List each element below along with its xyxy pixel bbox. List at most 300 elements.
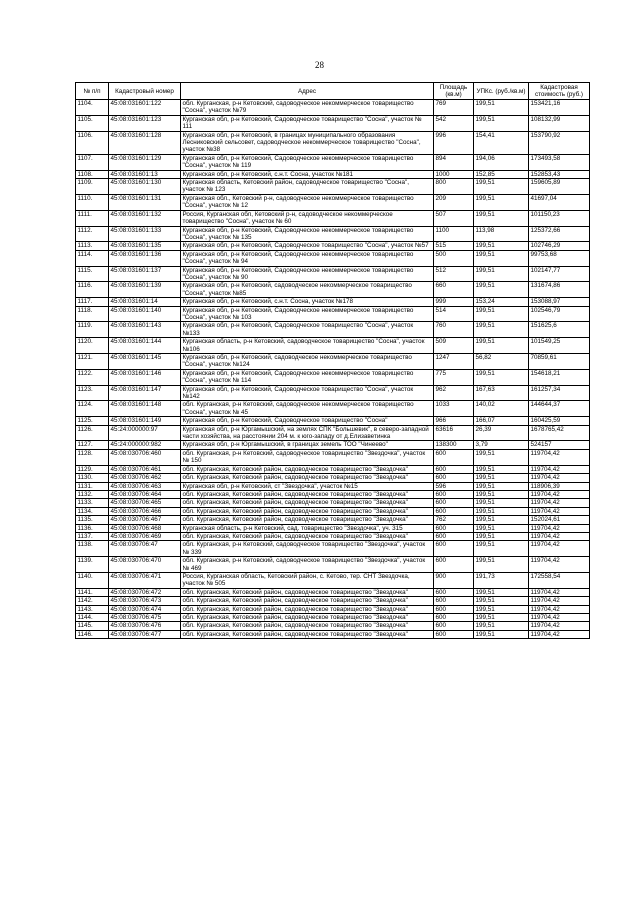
- cell-area: 996: [434, 131, 474, 154]
- cell-number: 1137.: [76, 532, 109, 540]
- cell-area: 1000: [434, 170, 474, 178]
- cell-cadastral-number: 45:08:030706:471: [109, 572, 181, 588]
- cell-number: 1120.: [76, 338, 109, 354]
- cell-area: 209: [434, 194, 474, 210]
- cell-area: 600: [434, 614, 474, 622]
- cell-area: 962: [434, 385, 474, 401]
- cell-upks: 199,51: [474, 242, 529, 250]
- cell-area: 1033: [434, 401, 474, 417]
- page-number: 28: [315, 60, 324, 70]
- cell-address: Курганская обл, р-н Кетовский, садоводческое некоммерческое товарищество "Сосна", участок №85: [181, 282, 434, 298]
- cell-upks: 199,51: [474, 490, 529, 498]
- cell-cadastral-number: 45:08:030706:470: [109, 557, 181, 573]
- table-row: [76, 524, 590, 532]
- cell-area: 515: [434, 242, 474, 250]
- table-row: [76, 179, 590, 195]
- cell-upks: 199,51: [474, 541, 529, 557]
- cell-cadastral-value: 119704,42: [529, 449, 590, 465]
- cell-upks: 199,51: [474, 524, 529, 532]
- cell-cadastral-value: 152024,61: [529, 516, 590, 524]
- cell-number: 1146.: [76, 630, 109, 638]
- cell-upks: 199,51: [474, 465, 529, 473]
- table-row: [76, 622, 590, 630]
- cell-address: Курганская область, р-н Кетовский, сад. товарищество "Звездочка", уч. 315: [181, 524, 434, 532]
- table-row: [76, 532, 590, 540]
- cell-number: 1136.: [76, 524, 109, 532]
- cell-cadastral-value: 1678765,42: [529, 425, 590, 441]
- cell-number: 1133.: [76, 499, 109, 507]
- cell-cadastral-value: 160425,59: [529, 417, 590, 425]
- cell-cadastral-number: 45:08:031601:129: [109, 154, 181, 170]
- cell-address: Курганская обл, р-н Кетовский, ст "Звездочка", участок №15: [181, 482, 434, 490]
- cell-area: 596: [434, 482, 474, 490]
- cell-area: 600: [434, 524, 474, 532]
- cell-upks: 152,85: [474, 170, 529, 178]
- cell-cadastral-value: 102546,79: [529, 306, 590, 322]
- cell-number: 1114.: [76, 250, 109, 266]
- cell-upks: 199,51: [474, 449, 529, 465]
- cell-area: 760: [434, 322, 474, 338]
- cell-address: Курганская обл, р-н Кетовский, в границах муниципального образования Лесниковский сельсовет, садоводческое некоммерческое товарищество "Сосна", участок №38: [181, 131, 434, 154]
- cell-cadastral-number: 45:24:000000:982: [109, 441, 181, 449]
- cell-number: 1110.: [76, 194, 109, 210]
- cell-cadastral-number: 45:08:030706:462: [109, 474, 181, 482]
- cell-upks: 199,51: [474, 338, 529, 354]
- cell-address: Курганская обл, р-н Кетовский, Садоводческое товарищество "Сосна", участок №142: [181, 385, 434, 401]
- cell-cadastral-value: 119704,42: [529, 499, 590, 507]
- cell-address: Курганская область, Кетовский район, садоводческое товарищество "Сосна", участок № 123: [181, 179, 434, 195]
- cell-cadastral-number: 45:08:031601:149: [109, 417, 181, 425]
- table-row: [76, 597, 590, 605]
- cell-upks: 153,24: [474, 298, 529, 306]
- cell-cadastral-value: 119704,42: [529, 630, 590, 638]
- cell-address: Курганская область, р-н Кетовский, садоводческое товарищество "Сосна", участок №106: [181, 338, 434, 354]
- header-number: № п/п: [76, 83, 109, 100]
- cell-number: 1131.: [76, 482, 109, 490]
- cell-cadastral-value: 99753,68: [529, 250, 590, 266]
- cell-number: 1112.: [76, 226, 109, 242]
- cell-area: 1247: [434, 354, 474, 370]
- cell-number: 1118.: [76, 306, 109, 322]
- cell-address: Курганская обл, р-н Кетовский, Садоводческое товарищество "Сосна", участок №133: [181, 322, 434, 338]
- cell-upks: 199,51: [474, 210, 529, 226]
- cell-number: 1109.: [76, 179, 109, 195]
- cell-address: Курганская обл, р-н Кетовский, Садоводческое некоммерческое товарищество "Сосна", участок № 119: [181, 154, 434, 170]
- cell-cadastral-value: 70859,61: [529, 354, 590, 370]
- cell-upks: 113,98: [474, 226, 529, 242]
- cell-upks: 166,07: [474, 417, 529, 425]
- cell-area: 600: [434, 557, 474, 573]
- cell-number: 1126.: [76, 425, 109, 441]
- cell-address: Курганская обл, р-н Юргамышский, в границах земель ТОО "Чинеево": [181, 441, 434, 449]
- cell-cadastral-number: 45:08:030706:468: [109, 524, 181, 532]
- cell-cadastral-value: 131674,86: [529, 282, 590, 298]
- cell-upks: 199,51: [474, 588, 529, 596]
- table-row: [76, 482, 590, 490]
- table-row: [76, 194, 590, 210]
- cell-cadastral-number: 45:08:031601:128: [109, 131, 181, 154]
- table-row: [76, 115, 590, 131]
- cell-upks: 199,51: [474, 499, 529, 507]
- cell-address: Курганская обл, р-н Кетовский, Садоводческое товарищество "Сосна": [181, 417, 434, 425]
- cell-area: 600: [434, 449, 474, 465]
- cell-cadastral-number: 45:08:031601:131: [109, 194, 181, 210]
- cell-address: Курганская обл, р-н Юргамышский, на землях СПК "Большевик", в северо-западной части хозяйства, на расстоянии 204 м. к юго-западу от д.Елизаветинка: [181, 425, 434, 441]
- cell-address: Россия, Курганская обл, Кетовский р-н, садоводческое некоммерческое товарищество "Сосна", участок № 60: [181, 210, 434, 226]
- cell-address: Курганская обл, р-н Кетовский, Садоводческое товарищество "Сосна", участок №57: [181, 242, 434, 250]
- table-row: [76, 369, 590, 385]
- cell-address: обл. Курганская, Кетовский район, садоводческое товарищество "Звездочка": [181, 597, 434, 605]
- cell-area: 966: [434, 417, 474, 425]
- cell-cadastral-value: 119704,42: [529, 465, 590, 473]
- cell-cadastral-value: 152853,43: [529, 170, 590, 178]
- cell-number: 1132.: [76, 490, 109, 498]
- cell-upks: 199,51: [474, 266, 529, 282]
- cell-cadastral-number: 45:08:031601:147: [109, 385, 181, 401]
- cell-address: Курганская обл, р-н Кетовский, Садоводческое некоммерческое товарищество "Сосна", участок № 135: [181, 226, 434, 242]
- cell-upks: 199,51: [474, 100, 529, 116]
- cell-address: обл. Курганская, Кетовский район, садоводческое товарищество "Звездочка": [181, 474, 434, 482]
- table-row: [76, 298, 590, 306]
- cell-cadastral-number: 45:08:030706:463: [109, 482, 181, 490]
- cell-address: обл. Курганская, Кетовский район, садоводческое товарищество "Звездочка": [181, 507, 434, 515]
- table-row: [76, 541, 590, 557]
- cell-number: 1125.: [76, 417, 109, 425]
- table-row: [76, 354, 590, 370]
- table-row: [76, 242, 590, 250]
- cell-cadastral-number: 45:08:030706:476: [109, 622, 181, 630]
- cell-address: обл. Курганская, Кетовский район, садоводческое товарищество "Звездочка": [181, 605, 434, 613]
- cell-cadastral-number: 45:08:030706:472: [109, 588, 181, 596]
- cell-cadastral-number: 45:08:030706:475: [109, 614, 181, 622]
- cell-number: 1145.: [76, 622, 109, 630]
- cell-area: 900: [434, 572, 474, 588]
- cell-cadastral-value: 41697,04: [529, 194, 590, 210]
- table-row: [76, 588, 590, 596]
- cell-cadastral-number: 45:08:030706:464: [109, 490, 181, 498]
- cell-area: 542: [434, 115, 474, 131]
- cell-cadastral-number: 45:08:031601:132: [109, 210, 181, 226]
- cell-area: 507: [434, 210, 474, 226]
- cell-address: обл. Курганская, р-н Кетовский, садоводческое товарищество "Звездочка", участок № 150: [181, 449, 434, 465]
- cell-cadastral-value: 102147,77: [529, 266, 590, 282]
- cell-number: 1124.: [76, 401, 109, 417]
- cell-number: 1105.: [76, 115, 109, 131]
- cell-upks: 26,39: [474, 425, 529, 441]
- cell-cadastral-number: 45:08:031601:144: [109, 338, 181, 354]
- cell-cadastral-value: 144644,37: [529, 401, 590, 417]
- cell-number: 1123.: [76, 385, 109, 401]
- table-row: [76, 499, 590, 507]
- table-row: [76, 401, 590, 417]
- cell-cadastral-value: 153421,16: [529, 100, 590, 116]
- table-row: [76, 572, 590, 588]
- cell-number: 1113.: [76, 242, 109, 250]
- cell-cadastral-number: 45:08:031601:143: [109, 322, 181, 338]
- cell-cadastral-value: 119704,42: [529, 622, 590, 630]
- cell-address: Курганская обл, р-н Кетовский, Садоводческое некоммерческое товарищество "Сосна", участок № 94: [181, 250, 434, 266]
- table-row: [76, 226, 590, 242]
- cell-upks: 199,51: [474, 369, 529, 385]
- cell-cadastral-value: 101150,23: [529, 210, 590, 226]
- cell-number: 1141.: [76, 588, 109, 596]
- cell-cadastral-value: 153088,97: [529, 298, 590, 306]
- cell-area: 600: [434, 588, 474, 596]
- cell-area: 1100: [434, 226, 474, 242]
- cell-number: 1130.: [76, 474, 109, 482]
- cell-number: 1134.: [76, 507, 109, 515]
- cell-number: 1117.: [76, 298, 109, 306]
- cell-cadastral-value: 119704,42: [529, 597, 590, 605]
- cell-address: обл. Курганская, Кетовский район, садоводческое товарищество "Звездочка": [181, 516, 434, 524]
- cell-cadastral-number: 45:08:031601:14: [109, 298, 181, 306]
- table-row: [76, 557, 590, 573]
- cell-area: 500: [434, 250, 474, 266]
- cell-address: обл. Курганская, Кетовский район, садоводческое товарищество "Звездочка": [181, 588, 434, 596]
- cell-upks: 199,51: [474, 507, 529, 515]
- cell-cadastral-value: 101549,25: [529, 338, 590, 354]
- table-row: [76, 385, 590, 401]
- cell-area: 512: [434, 266, 474, 282]
- cell-upks: 154,41: [474, 131, 529, 154]
- cell-cadastral-value: 119704,42: [529, 557, 590, 573]
- cell-address: обл. Курганская, р-н Кетовский, садоводческое товарищество "Звездочка", участок № 339: [181, 541, 434, 557]
- cell-cadastral-number: 45:08:031601:140: [109, 306, 181, 322]
- cell-area: 600: [434, 490, 474, 498]
- cell-area: 600: [434, 499, 474, 507]
- cell-cadastral-value: 119704,42: [529, 524, 590, 532]
- cell-cadastral-number: 45:08:030706:460: [109, 449, 181, 465]
- cell-cadastral-value: 159605,89: [529, 179, 590, 195]
- cell-area: 600: [434, 541, 474, 557]
- header-cadastral-value: Кадастровая стоимость (руб.): [529, 83, 590, 100]
- cell-cadastral-value: 119704,42: [529, 490, 590, 498]
- cell-number: 1115.: [76, 266, 109, 282]
- table-row: [76, 338, 590, 354]
- cell-cadastral-value: 172558,54: [529, 572, 590, 588]
- cell-cadastral-value: 102746,29: [529, 242, 590, 250]
- cell-area: 600: [434, 532, 474, 540]
- table-row: [76, 417, 590, 425]
- cell-cadastral-number: 45:08:030706:473: [109, 597, 181, 605]
- table-row: [76, 465, 590, 473]
- table-row: [76, 266, 590, 282]
- cell-cadastral-number: 45:08:030706:465: [109, 499, 181, 507]
- cell-cadastral-number: 45:08:030706:466: [109, 507, 181, 515]
- cell-cadastral-number: 45:08:031601:130: [109, 179, 181, 195]
- cell-upks: 199,51: [474, 282, 529, 298]
- cell-address: Россия, Курганская область, Кетовский район, с. Кетово, тер. СНТ Звездочка, участок № 505: [181, 572, 434, 588]
- cell-cadastral-number: 45:08:031601:146: [109, 369, 181, 385]
- table-row: [76, 425, 590, 441]
- cell-cadastral-number: 45:08:030706:467: [109, 516, 181, 524]
- cell-cadastral-value: 119704,42: [529, 605, 590, 613]
- cell-area: 600: [434, 474, 474, 482]
- cell-cadastral-value: 151625,6: [529, 322, 590, 338]
- cell-cadastral-number: 45:08:030706:477: [109, 630, 181, 638]
- table-row: [76, 614, 590, 622]
- cell-number: 1107.: [76, 154, 109, 170]
- cell-upks: 199,51: [474, 250, 529, 266]
- header-area: Площадь (кв.м): [434, 83, 474, 100]
- cell-cadastral-number: 45:08:030706:469: [109, 532, 181, 540]
- cell-address: обл. Курганская, р-н Кетовский, садоводческое некоммерческое товарищество "Сосна", участок № 45: [181, 401, 434, 417]
- cell-number: 1119.: [76, 322, 109, 338]
- cell-address: обл. Курганская, Кетовский район, садоводческое товарищество "Звездочка": [181, 532, 434, 540]
- table-row: [76, 100, 590, 116]
- cell-cadastral-value: 161257,34: [529, 385, 590, 401]
- table-row: [76, 282, 590, 298]
- cell-area: 514: [434, 306, 474, 322]
- cell-address: Курганская обл, р-н Кетовский, с.н.т. Сосна, участок №178: [181, 298, 434, 306]
- cell-cadastral-number: 45:08:030706:461: [109, 465, 181, 473]
- table-row: [76, 630, 590, 638]
- cell-number: 1111.: [76, 210, 109, 226]
- cell-upks: 199,51: [474, 630, 529, 638]
- cell-cadastral-number: 45:08:031601:135: [109, 242, 181, 250]
- table-body: [76, 100, 590, 639]
- cell-cadastral-number: 45:08:031601:139: [109, 282, 181, 298]
- cell-area: 775: [434, 369, 474, 385]
- cell-address: обл. Курганская, Кетовский район, садоводческое товарищество "Звездочка": [181, 614, 434, 622]
- table-row: [76, 441, 590, 449]
- cell-number: 1143.: [76, 605, 109, 613]
- table-row: [76, 490, 590, 498]
- cell-address: Курганская обл, р-н Кетовский, Садоводческое некоммерческое товарищество "Сосна", участок № 103: [181, 306, 434, 322]
- cell-upks: 56,82: [474, 354, 529, 370]
- table-row: [76, 250, 590, 266]
- cell-number: 1108.: [76, 170, 109, 178]
- cell-cadastral-value: 154618,21: [529, 369, 590, 385]
- cell-upks: 194,06: [474, 154, 529, 170]
- cell-upks: 199,51: [474, 597, 529, 605]
- cell-cadastral-value: 119704,42: [529, 588, 590, 596]
- cell-number: 1140.: [76, 572, 109, 588]
- cell-cadastral-value: 119704,42: [529, 474, 590, 482]
- cell-address: Курганская обл, р-н Кетовский, Садоводческое некоммерческое товарищество "Сосна", участок № 114: [181, 369, 434, 385]
- cell-number: 1139.: [76, 557, 109, 573]
- cell-number: 1135.: [76, 516, 109, 524]
- cell-cadastral-number: 45:08:031601:148: [109, 401, 181, 417]
- cell-area: 600: [434, 605, 474, 613]
- cell-address: обл. Курганская, Кетовский район, садоводческое товарищество "Звездочка": [181, 630, 434, 638]
- cell-upks: 191,73: [474, 572, 529, 588]
- cell-address: Курганская обл, р-н Кетовский, Садоводческое товарищество "Сосна", участок № 111: [181, 115, 434, 131]
- cell-cadastral-value: 125372,66: [529, 226, 590, 242]
- cell-address: обл. Курганская, Кетовский район, садоводческое товарищество "Звездочка": [181, 465, 434, 473]
- cell-cadastral-value: 173493,58: [529, 154, 590, 170]
- cell-cadastral-number: 45:08:031601:137: [109, 266, 181, 282]
- cell-upks: 199,51: [474, 622, 529, 630]
- cell-cadastral-value: 119704,42: [529, 541, 590, 557]
- table-row: [76, 170, 590, 178]
- table-row: [76, 474, 590, 482]
- cell-cadastral-value: 153790,92: [529, 131, 590, 154]
- cell-area: 600: [434, 465, 474, 473]
- cell-upks: 3,79: [474, 441, 529, 449]
- cell-cadastral-number: 45:08:030706:474: [109, 605, 181, 613]
- cell-area: 800: [434, 179, 474, 195]
- cell-upks: 199,51: [474, 614, 529, 622]
- cell-area: 600: [434, 630, 474, 638]
- cell-cadastral-value: 119704,42: [529, 614, 590, 622]
- cell-cadastral-number: 45:08:031601:133: [109, 226, 181, 242]
- cell-upks: 199,51: [474, 516, 529, 524]
- header-upks: УПКс. (руб./кв.м): [474, 83, 529, 100]
- cell-area: 762: [434, 516, 474, 524]
- table-row: [76, 507, 590, 515]
- cell-number: 1122.: [76, 369, 109, 385]
- cell-address: обл. Курганская, р-н Кетовский, садоводческое товарищество "Звездочка", участок № 469: [181, 557, 434, 573]
- cell-cadastral-number: 45:08:031601:123: [109, 115, 181, 131]
- cell-upks: 140,02: [474, 401, 529, 417]
- cell-cadastral-number: 45:08:031601:122: [109, 100, 181, 116]
- cell-address: Курганская обл, р-н Кетовский, с.н.т. Сосна, участок №181: [181, 170, 434, 178]
- cell-number: 1138.: [76, 541, 109, 557]
- cell-number: 1128.: [76, 449, 109, 465]
- cell-area: 769: [434, 100, 474, 116]
- cell-number: 1144.: [76, 614, 109, 622]
- cell-area: 894: [434, 154, 474, 170]
- table-row: [76, 210, 590, 226]
- cell-area: 999: [434, 298, 474, 306]
- header-cadastral-number: Кадастровый номер: [109, 83, 181, 100]
- cell-number: 1106.: [76, 131, 109, 154]
- cell-upks: 199,51: [474, 179, 529, 195]
- cell-upks: 199,51: [474, 605, 529, 613]
- cell-address: Курганская обл., Кетовский р-н, садоводческое некоммерческое товарищество "Сосна", участок № 12: [181, 194, 434, 210]
- cell-cadastral-number: 45:08:031601:13: [109, 170, 181, 178]
- cell-number: 1127.: [76, 441, 109, 449]
- cell-address: обл. Курганская, Кетовский район, садоводческое товарищество "Звездочка": [181, 499, 434, 507]
- cell-number: 1142.: [76, 597, 109, 605]
- cell-area: 660: [434, 282, 474, 298]
- cadastral-table: [75, 82, 590, 639]
- cell-number: 1129.: [76, 465, 109, 473]
- table-row: [76, 306, 590, 322]
- cell-cadastral-value: 108132,99: [529, 115, 590, 131]
- cell-upks: 199,51: [474, 306, 529, 322]
- cell-address: обл. Курганская, р-н Кетовский, садоводческое некоммерческое товарищество "Сосна", участок №79: [181, 100, 434, 116]
- table-row: [76, 154, 590, 170]
- cell-area: 509: [434, 338, 474, 354]
- cell-cadastral-number: 45:08:030706:47: [109, 541, 181, 557]
- header-address: Адрес: [181, 83, 434, 100]
- cell-number: 1104.: [76, 100, 109, 116]
- cell-cadastral-number: 45:08:031601:136: [109, 250, 181, 266]
- cell-address: обл. Курганская, Кетовский район, садоводческое товарищество "Звездочка": [181, 622, 434, 630]
- cell-number: 1121.: [76, 354, 109, 370]
- table-header-row: [76, 83, 590, 100]
- cell-cadastral-number: 45:24:000000:97: [109, 425, 181, 441]
- table-row: [76, 322, 590, 338]
- cell-number: 1116.: [76, 282, 109, 298]
- cell-upks: 199,51: [474, 532, 529, 540]
- cell-upks: 199,51: [474, 557, 529, 573]
- cell-area: 600: [434, 597, 474, 605]
- cell-address: обл. Курганская, Кетовский район, садоводческое товарищество "Звездочка": [181, 490, 434, 498]
- cell-address: Курганская обл, р-н Кетовский, садоводческое некоммерческое товарищество "Сосна", участок №124: [181, 354, 434, 370]
- cell-area: 63616: [434, 425, 474, 441]
- cell-cadastral-value: 119704,42: [529, 532, 590, 540]
- cell-cadastral-value: 118906,39: [529, 482, 590, 490]
- cell-address: Курганская обл, р-н Кетовский, Садоводческое некоммерческое товарищество "Сосна", участок № 90: [181, 266, 434, 282]
- cell-cadastral-value: 119704,42: [529, 507, 590, 515]
- table-row: [76, 605, 590, 613]
- table-row: [76, 449, 590, 465]
- cell-upks: 199,51: [474, 322, 529, 338]
- table-row: [76, 516, 590, 524]
